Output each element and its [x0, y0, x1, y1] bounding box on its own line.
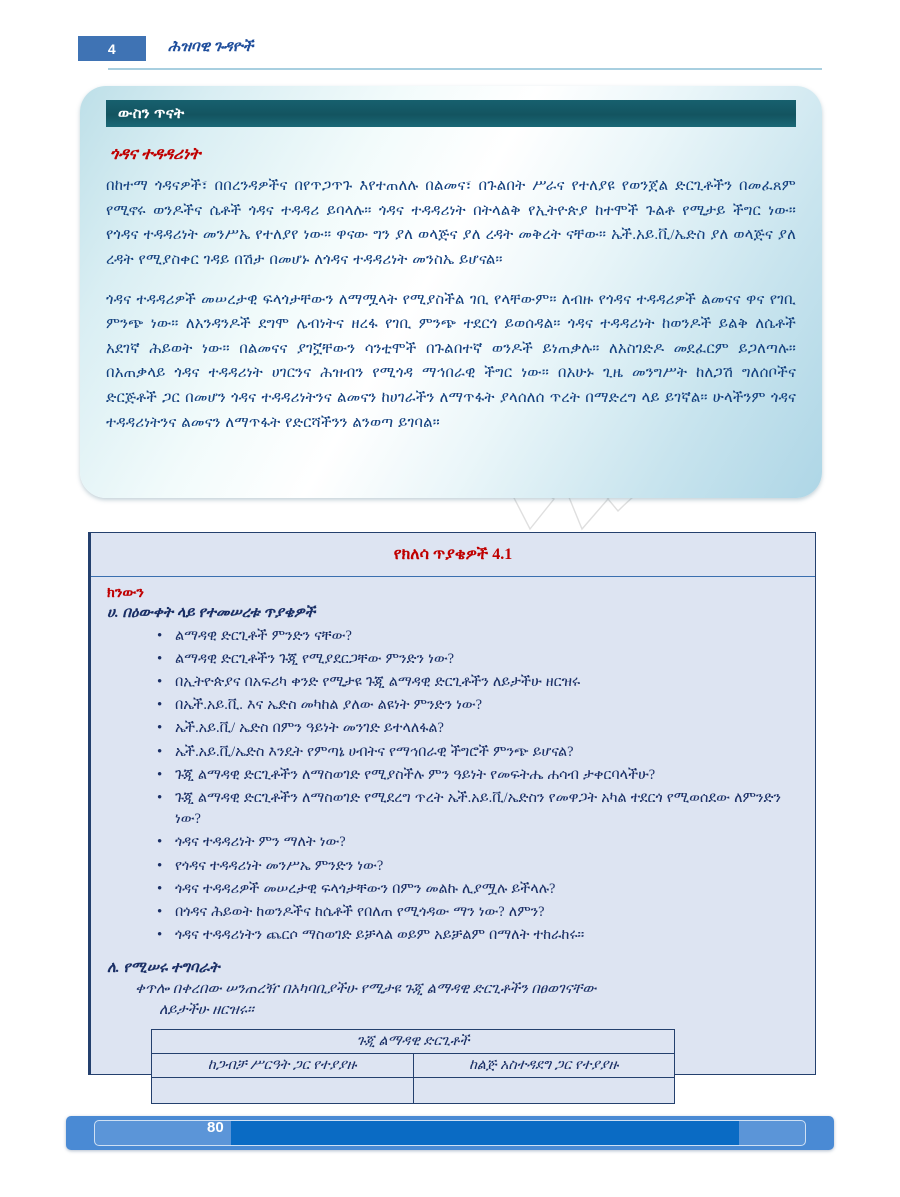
activity-label: ክንውን — [107, 585, 144, 601]
list-item: • በኤች.አይ.ቪ. እና ኤድስ መካከል ያለው ልዩነት ምንድን ነው? — [157, 695, 801, 717]
list-item: • በጎዳና ሕይወት ከወንዶችና ከሴቶች የበለጠ የሚጎዳው ማን ነው? ለምን? — [157, 902, 801, 924]
table-row — [152, 1078, 675, 1104]
section-a-question-list — [105, 626, 801, 947]
table-column-header-childrearing: ከልጅ አስተዳደግ ጋር የተያያዙ — [413, 1054, 675, 1078]
exercise-title: የክለሳ ጥያቄዎች 4.1 — [393, 545, 513, 563]
callout-paragraph-2: ጎዳና ተዳዳሪዎች መሠረታዊ ፍላጎታቸውን ለማሟላት የሚያስችል ገቢ የላቸውም። ለብዙ የጎዳና ተዳዳሪዎች ልመናና ዋና የገቢ ምንጭ ነው። ለአንዳንዶች ደግሞ ሌብነትና ዘረፋ የገቢ ምንጭ ተደርጎ ይወሰዳል። ጎዳና ተዳዳሪነት ከወንዶች ይልቅ ለሴቶች አደገኛ ሕይወት ነው። በልመናና ያገኟቸውን ሳንቲሞች በጉልበተኛ ወንዶች ይነጠቃሉ። ለአስገድዶ መደፈርም ይጋለጣሉ። በአጠቃላይ ጎዳና ተዳዳሪነት ሀገርንና ሕዝብን የሚጎዳ ማኅበራዊ ችግር ነው። በአሁኑ ጊዜ መንግሥት ከለጋሽ ግለሰቦችና ድርጅቶች ጋር በመሆን ጎዳና ተዳዳሪነትንና ልመናን ከሀገራችን ለማጥፋት ያላሰለሰ ጥረት በማድረግ ላይ ይገኛል። ሁላችንም ጎዳና ተዳዳሪነትንና ልመናን ለማጥፋት የድርሻችንን ልንወጣ ይገባል። — [106, 290, 796, 431]
section-a-heading: ሀ. በዕውቀት ላይ የተመሠረቱ ጥያቄዎች — [107, 605, 316, 621]
list-item: • ልማዳዊ ድርጊቶችን ጉጂ የሚያደርጋቸው ምንድን ነው? — [157, 649, 801, 671]
list-item: • ልማዳዊ ድርጊቶች ምንድን ናቸው? — [157, 626, 801, 648]
review-questions-box — [88, 532, 816, 1075]
list-item: • ጎዳና ተዳዳሪነትን ጨርሶ ማስወገድ ይቻላል ወይም አይቻልም በማለት ተከራከሩ። — [157, 925, 801, 947]
exercise-title-band — [91, 533, 815, 577]
section-b-heading: ለ. የሚሠሩ ተግባራት — [107, 959, 220, 976]
study-callout-box — [80, 86, 822, 498]
list-item: • ኤች.አይ.ቪ/ኤድስ እንዴት የምጣኔ ሀብትና የማኅበራዊ ችግሮች ምንጭ ይሆናል? — [157, 742, 801, 764]
list-item: • ጉጂ ልማዳዊ ድርጊቶችን ለማስወገድ የሚደረግ ጥረት ኤች.አይ.ቪ/ኤድስን የመዋጋት አካል ተደርጎ የሚወሰደው ለምንድን ነው? — [157, 788, 801, 831]
list-item: • ኤች.አይ.ቪ/ ኤድስ በምን ዓይነት መንገድ ይተላለፋል? — [157, 718, 801, 740]
table-column-header-marriage: ከጋብቻ ሥርዓት ጋር የተያያዙ — [152, 1054, 414, 1078]
chapter-number-badge: 4 — [78, 36, 146, 61]
header-divider — [108, 68, 822, 70]
callout-paragraph-1: በከተማ ጎዳናዎች፣ በበረንዳዎችና በየጥጋጥጉ እየተጠለሉ በልመና፣ በጉልበት ሥራና የተለያዩ የወንጀል ድርጊቶችን በመፈጸም የሚኖሩ ወንዶችና ሴቶች ጎዳና ተዳዳሪ ይባላሉ። ጎዳና ተዳዳሪነት በትላልቅ የኢትዮጵያ ከተሞች ጉልቶ የሚታይ ችግር ነው። የጎዳና ተዳዳሪነት መንሥኤ የተለያየ ነው። ዋናው ግን ያለ ወላጅና ያለ ረዳት መቅረት ናቸው። ኤች.አይ.ቪ/ኤድስ ያለ ወላጅና ያለ ረዳት የሚያስቀር ገዳይ በሽታ በመሆኑ ለጎዳና ተዳዳሪነት መንስኤ ይሆናል። — [106, 177, 796, 268]
page-footer-bar — [66, 1116, 834, 1150]
footer-inner-bar — [94, 1120, 806, 1146]
callout-body — [106, 136, 796, 450]
table-row — [152, 1054, 675, 1078]
footer-fill — [231, 1121, 739, 1145]
list-item: • ጎዳና ተዳዳሪዎች መሠረታዊ ፍላጎታቸውን በምን መልኩ ሊያሟሉ ይችላሉ? — [157, 879, 801, 901]
callout-heading: ጎዳና ተዳዳሪነት — [110, 144, 201, 163]
list-item: • ጉጂ ልማዳዊ ድርጊቶችን ለማስወገድ የሚያስችሉ ምን ዓይነት የመፍትሔ ሐሳብ ታቀርባላችሁ? — [157, 765, 801, 787]
list-item: • በኢትዮጵያና በአፍሪካ ቀንድ የሚታዩ ጉጂ ልማዳዊ ድርጊቶችን ለይታችሁ ዘርዝሩ — [157, 672, 801, 694]
guji-practices-table — [151, 1029, 675, 1104]
table-cell-blank-marriage[interactable] — [152, 1078, 414, 1104]
section-b-instruction-line2: ለይታችሁ ዘርዝሩ። — [159, 1002, 254, 1019]
page-number: 80 — [207, 1119, 224, 1136]
running-title: ሕዝባዊ ጉዳዮች — [168, 39, 254, 55]
table-row — [152, 1030, 675, 1054]
list-item: • የጎዳና ተዳዳሪነት መንሥኤ ምንድን ነው? — [157, 856, 801, 878]
section-b-instruction-line1: ቀጥሎ በቀረበው ሠንጠረዥ በአካባቢያችሁ የሚታዩ ጉጂ ልማዳዊ ድርጊቶችን በፀወገናቸው — [135, 980, 597, 997]
running-header — [78, 36, 822, 66]
table-span-header: ጉጂ ልማዳዊ ድርጊቶች — [152, 1030, 675, 1054]
list-item: • ጎዳና ተዳዳሪነት ምን ማለት ነው? — [157, 832, 801, 854]
callout-band-title: ውስን ጥናት — [118, 105, 185, 122]
section-b-instruction — [135, 979, 775, 1023]
callout-title-band — [106, 100, 796, 127]
exercise-content — [91, 577, 815, 1104]
table-cell-blank-childrearing[interactable] — [413, 1078, 675, 1104]
